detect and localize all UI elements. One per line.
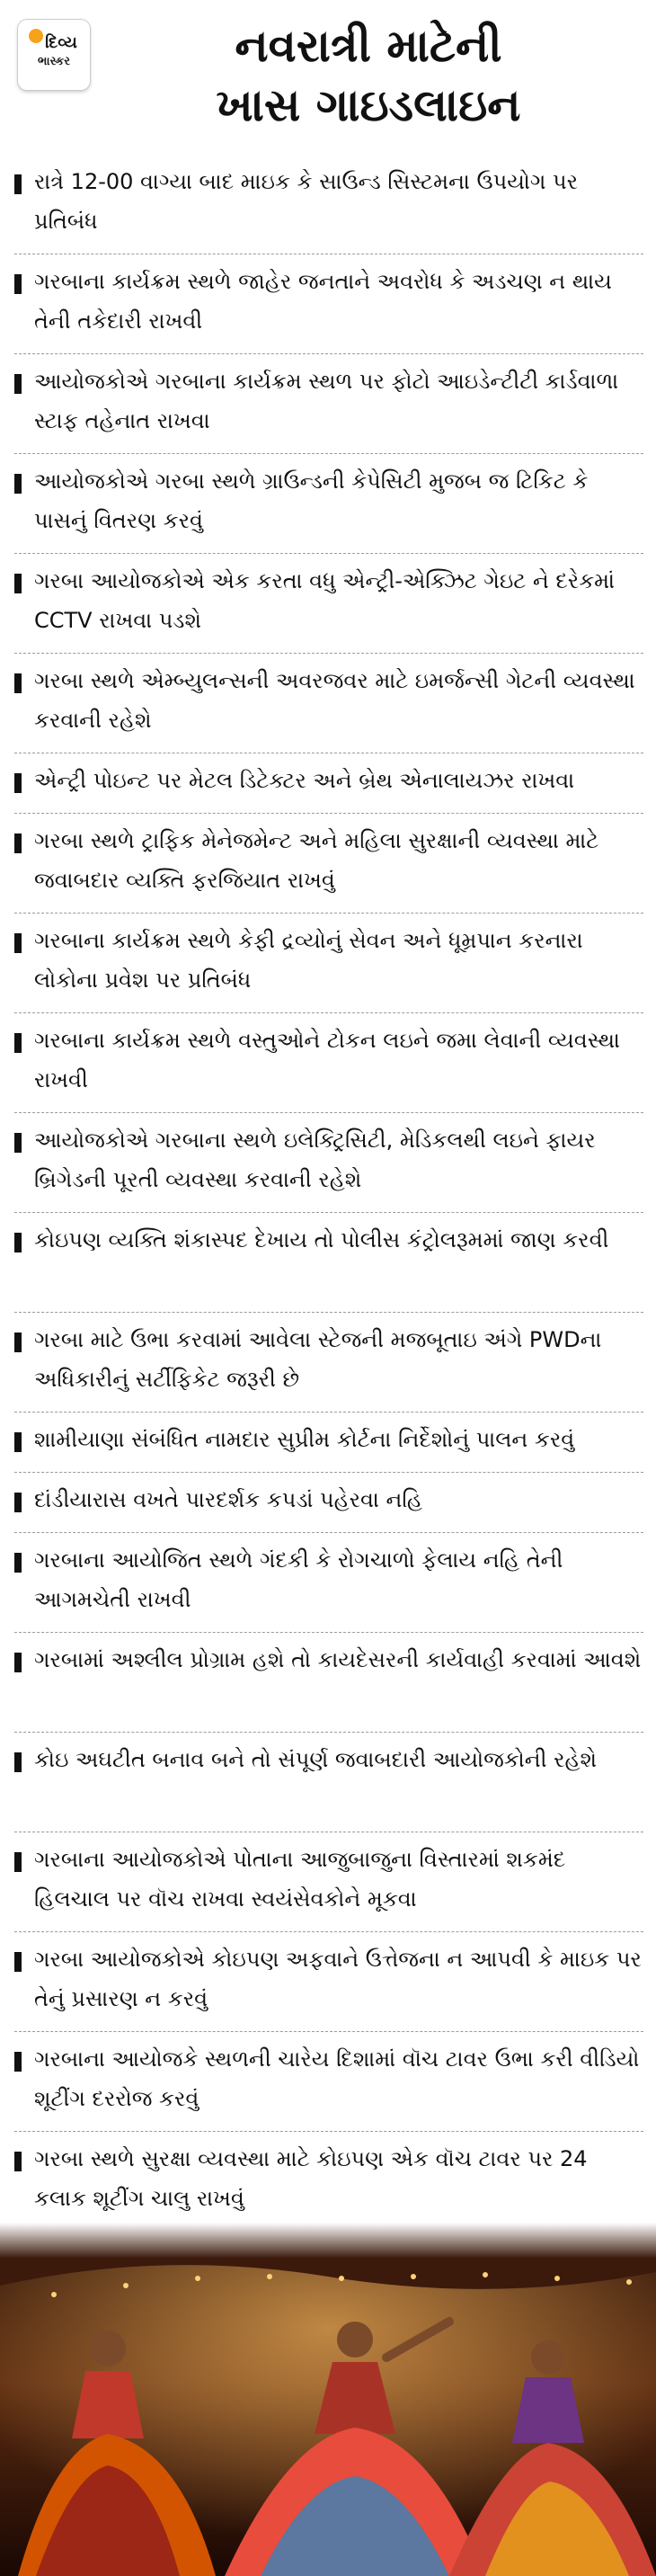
bullet-icon (14, 1553, 22, 1573)
guideline-text: દાંડીયારાસ વખતે પારદર્શક કપડાં પહેરવા નહિ (34, 1487, 422, 1512)
guideline-text: ગરબાના આયોજિત સ્થળે ગંદકી કે રોગચાળો ફેલાય નહિ તેની આગમચેતી રાખવી (34, 1547, 563, 1612)
guideline-text: આયોજકોએ ગરબાના સ્થળે ઇલેક્ટ્રિસિટી, મેડિકલથી લઇને ફાયર બ્રિગેડની પૂરતી વ્યવસ્થા કરવાની રહેશે (34, 1128, 596, 1192)
guideline-item (14, 354, 643, 454)
divya-bhaskar-logo[interactable] (18, 20, 90, 90)
page-title-line-1: નવરાત્રી માટેની (235, 20, 502, 72)
guideline-text: ગરબામાં અશ્લીલ પ્રોગ્રામ હશે તો કાયદેસરની કાર્યવાહી કરવામાં આવશે (34, 1647, 642, 1672)
guideline-item (14, 1533, 643, 1633)
bullet-icon (14, 673, 22, 693)
bullet-icon (14, 1133, 22, 1153)
bullet-icon (14, 174, 22, 194)
guideline-text: ગરબાના કાર્યક્રમ સ્થળે જાહેર જનતાને અવરોધ કે અડચણ ન થાય તેની તકેદારી રાખવી (34, 269, 612, 334)
guideline-text: કોઇપણ વ્યક્તિ શંકાસ્પદ દેખાય તો પોલીસ કંટ્રોલરૂમમાં જાણ કરવી (34, 1227, 609, 1252)
guideline-text: ગરબા સ્થળે એમ્બ્યુલન્સની અવરજવર માટે ઇમર્જન્સી ગેટની વ્યવસ્થા કરવાની રહેશે (34, 668, 635, 733)
guideline-item (14, 814, 643, 914)
guideline-text: આયોજકોએ ગરબાના કાર્યક્રમ સ્થળ પર ફોટો આઇડેન્ટીટી કાર્ડવાળા સ્ટાફ તહેનાત રાખવા (34, 369, 619, 433)
guideline-text: આયોજકોએ ગરબા સ્થળે ગ્રાઉન્ડની કેપેસિટી મુજબ જ ટિકિટ કે પાસનું વિતરણ કરવું (34, 468, 589, 533)
bullet-icon (14, 2052, 22, 2072)
bullet-icon (14, 1653, 22, 1672)
guideline-item (14, 155, 643, 254)
bullet-icon (14, 1852, 22, 1872)
guideline-item (14, 1473, 643, 1533)
bullet-icon (14, 1233, 22, 1252)
guideline-item (14, 554, 643, 654)
guideline-item (14, 1413, 643, 1473)
bullet-icon (14, 1033, 22, 1053)
bullet-icon (14, 1493, 22, 1512)
bullet-icon (14, 1333, 22, 1352)
guideline-item (14, 1633, 643, 1733)
guideline-item (14, 2132, 643, 2232)
bullet-icon (14, 773, 22, 793)
guideline-text: કોઇ અઘટીત બનાવ બને તો સંપૂર્ણ જવાબદારી આયોજકોની રહેશે (34, 1747, 598, 1772)
guideline-item (14, 1832, 643, 1932)
guideline-item (14, 2032, 643, 2132)
logo-line-1: દિવ્ય (45, 33, 77, 52)
guideline-item (14, 1313, 643, 1413)
bullet-icon (14, 833, 22, 853)
bullet-icon (14, 474, 22, 494)
bullet-icon (14, 2152, 22, 2171)
bullet-icon (14, 374, 22, 394)
guideline-text: ગરબાના કાર્યક્રમ સ્થળે વસ્તુઓને ટોકન લઇને જમા લેવાની વ્યવસ્થા રાખવી (34, 1028, 620, 1092)
guideline-item (14, 914, 643, 1013)
guideline-text: ગરબાના કાર્યક્રમ સ્થળે કેફી દ્રવ્યોનું સેવન અને ધૂમ્રપાન કરનારા લોકોના પ્રવેશ પર પ્રતિબંધ (34, 928, 583, 993)
guideline-text: ગરબા આયોજકોએ એક કરતા વધુ એન્ટ્રી-એક્ઝિટ ગેઇટ ને દરેકમાં CCTV રાખવા પડશે (34, 568, 615, 633)
bullet-icon (14, 933, 22, 953)
guideline-text: શામીયાણા સંબંધિત નામદાર સુપ્રીમ કોર્ટના નિર્દેશોનું પાલન કરવું (34, 1427, 575, 1452)
guideline-text: ગરબા સ્થળે ટ્રાફિક મેનેજમેન્ટ અને મહિલા સુરક્ષાની વ્યવસ્થા માટે જવાબદાર વ્યક્તિ ફરજિયાત રાખવું (34, 828, 599, 893)
guideline-item (14, 753, 643, 814)
guideline-list (14, 155, 643, 2232)
bullet-icon (14, 1952, 22, 1972)
guideline-text: ગરબા માટે ઉભા કરવામાં આવેલા સ્ટેજની મજબૂતાઇ અંગે PWDના અધિકારીનું સર્ટીફિકેટ જરૂરી છે (34, 1327, 602, 1392)
bullet-icon (14, 574, 22, 593)
guideline-item (14, 1932, 643, 2032)
guideline-text: ગરબા આયોજકોએ કોઇપણ અફવાને ઉત્તેજના ન આપવી કે માઇક પર તેનું પ્રસારણ ન કરવું (34, 1947, 642, 2011)
page-title (99, 16, 638, 135)
guideline-text: ગરબા સ્થળે સુરક્ષા વ્યવસ્થા માટે કોઇપણ એક વૉચ ટાવર પર 24 કલાક શૂટીંગ ચાલુ રાખવું (34, 2146, 588, 2211)
logo-line-2: ભાસ્કર (38, 55, 70, 68)
guideline-item (14, 254, 643, 354)
page-title-line-2: ખાસ ગાઇડલાઇન (216, 79, 521, 131)
guideline-text: રાત્રે 12-00 વાગ્યા બાદ માઇક કે સાઉન્ડ સિસ્ટમના ઉપયોગ પર પ્રતિબંધ (34, 169, 578, 234)
guideline-item (14, 1113, 643, 1213)
header (0, 0, 656, 153)
guideline-text: એન્ટ્રી પોઇન્ટ પર મેટલ ડિટેક્ટર અને બ્રેથ એનાલાયઝર રાખવા (34, 768, 575, 793)
guideline-text: ગરબાના આયોજકે સ્થળની ચારેય દિશામાં વૉચ ટાવર ઉભા કરી વીડિયો શૂટીંગ દરરોજ કરવું (34, 2046, 640, 2111)
garba-dancers-photo (0, 2223, 656, 2576)
logo-sun-icon (29, 29, 43, 43)
bullet-icon (14, 274, 22, 294)
guideline-text: ગરબાના આયોજકોએ પોતાના આજુબાજુના વિસ્તારમાં શકમંદ હિલચાલ પર વૉચ રાખવા સ્વયંસેવકોને મૂકવા (34, 1847, 566, 1912)
guideline-item (14, 1733, 643, 1832)
bullet-icon (14, 1752, 22, 1772)
guideline-item (14, 654, 643, 753)
bullet-icon (14, 1432, 22, 1452)
guideline-item (14, 454, 643, 554)
guideline-item (14, 1013, 643, 1113)
guideline-item (14, 1213, 643, 1313)
